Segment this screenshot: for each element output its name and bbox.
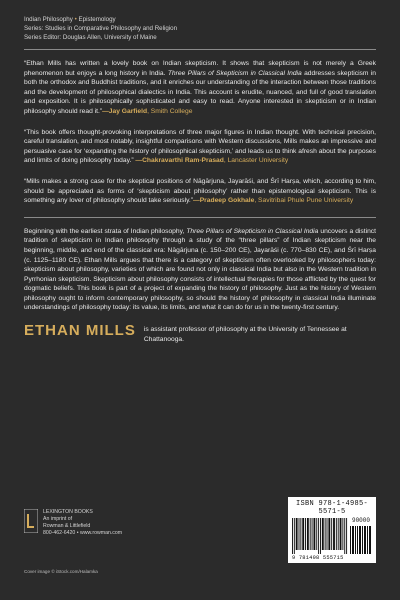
blurb-garfield	[24, 59, 376, 117]
barcode-panel	[288, 497, 376, 563]
footer	[24, 497, 376, 577]
subject-indian-philosophy: Indian Philosophy	[24, 16, 73, 23]
author-name: ETHAN MILLS	[24, 322, 136, 340]
publisher-info	[43, 509, 122, 537]
book-title-italic: Three Pillars of Skepticism in Classical India	[167, 69, 302, 77]
description-text: uncovers a distinct tradition of skepticism in Indian philosophy through a study of the “three pillars” of Indian skepticism near the beginning, middle, and end of the classical era: Nāgārjuna (c. 150–200 CE), Jayarāśi (c. 770–830 CE), and Śrī Harṣa (c. 1125–1180 CE). Ethan Mills argues that there is a category of skepticism often overlooked by philosophers today: skepticism about philosophy, varieties of which are found not only in classical India but also in the Western tradition in Pyrrhonian skepticism. Skepticism about philosophy consists of intellectual therapies for those afflicted by the quest for dogmatic beliefs. This book is part of a project of expanding the history of philosophy. Just as the history of Western philosophy ought to inform contemporary philosophy, so should the history of philosophy in classical India illuminate understandings of philosophy today: its value, its limits, and what it can do for us in the twenty-first century.	[24, 227, 377, 312]
author-section	[24, 323, 376, 344]
barcode-digits: 9 781498 555715	[292, 555, 344, 561]
book-description	[24, 227, 376, 313]
blurb-text: “Ethan Mills has written a lovely book on Indian skepticism. It shows that skepticism is not merely a Greek phenomenon but enjoys a long history in India.	[24, 60, 376, 77]
publisher-name: LEXINGTON BOOKS	[43, 509, 93, 515]
blurb-author: —Chakravarthi Ram-Prasad	[133, 157, 224, 165]
publisher-parent: Rowman & Littlefield	[43, 523, 91, 529]
blurb-affiliation: , Smith College	[147, 107, 193, 115]
blurb-text: “Mills makes a strong case for the skeptical positions of Nāgārjuna, Jayarāśi, and Śrī Harṣa, which, according to him, should be appreciated as forms of ‘skepticism about philosophy’ rather than epistemological skepticism. This is something any lover of philosophy should take seriously.”	[24, 177, 376, 205]
addon-barcode-icon	[350, 526, 372, 554]
blurb-author: —Jay Garfield	[102, 107, 148, 115]
series-editor: Series Editor: Douglas Allen, University of Maine	[24, 34, 157, 41]
blurb-affiliation: , Lancaster University	[223, 157, 289, 165]
blurb-divider	[24, 217, 376, 218]
ean-barcode-icon	[292, 518, 348, 554]
series-name: Series: Studies in Comparative Philosophy and Religion	[24, 25, 178, 32]
blurb-author: —Pradeep Gokhale	[193, 197, 255, 205]
publisher-block	[24, 509, 122, 537]
blurb-text: “This book offers thought-provoking interpretations of three major figures in Indian thought. With technical precision, careful translation, and most notably, insightful comparisons with Western discussions, Mills makes an impressive and persuasive case for ‘expanding the history of philosophical skepticism,’ and leads us to think afresh about the purposes and limits of doing philosophy today.”	[24, 128, 376, 165]
book-title-italic: Three Pillars of Skepticism in Classical India	[186, 227, 319, 235]
blurb-affiliation: , Savitribai Phule Pune University	[254, 197, 354, 205]
cover-image-credit: Cover image © iStock.com/Halamka	[24, 569, 98, 574]
isbn-text: ISBN 978-1-4985-5571-5	[295, 500, 368, 516]
blurb-ram-prasad	[24, 128, 376, 166]
subject-line	[24, 15, 376, 24]
description-text: Beginning with the earliest strata of Indian philosophy,	[24, 227, 187, 235]
blurb-list	[24, 59, 376, 206]
barcode	[292, 518, 372, 554]
publisher-imprint-of: An imprint of	[43, 516, 73, 522]
series-header	[24, 15, 376, 42]
header-divider	[24, 49, 376, 50]
blurb-gokhale	[24, 177, 376, 206]
publisher-contact: 800-462-6420 • www.rowman.com	[43, 530, 123, 536]
blurb-text: addresses skepticism in both the orthodox and Buddhist traditions, and it enriches our understanding of the interaction between those traditions and the development of philosophical dialectics in India. This account is erudite, nuanced, and full of good translation and exposition. It is philosophically sophisticated and easy to read. Anyone interested in skepticism or in Indian philosophy should read it.”	[24, 69, 376, 115]
lexington-logo-icon	[24, 509, 38, 533]
bullet-separator: •	[74, 16, 77, 23]
subject-epistemology: Epistemology	[78, 16, 116, 23]
author-bio: is assistant professor of philosophy at the University of Tennessee at Chattanooga.	[143, 326, 347, 343]
price-addon	[350, 518, 372, 554]
price-code: 90000	[351, 517, 370, 524]
